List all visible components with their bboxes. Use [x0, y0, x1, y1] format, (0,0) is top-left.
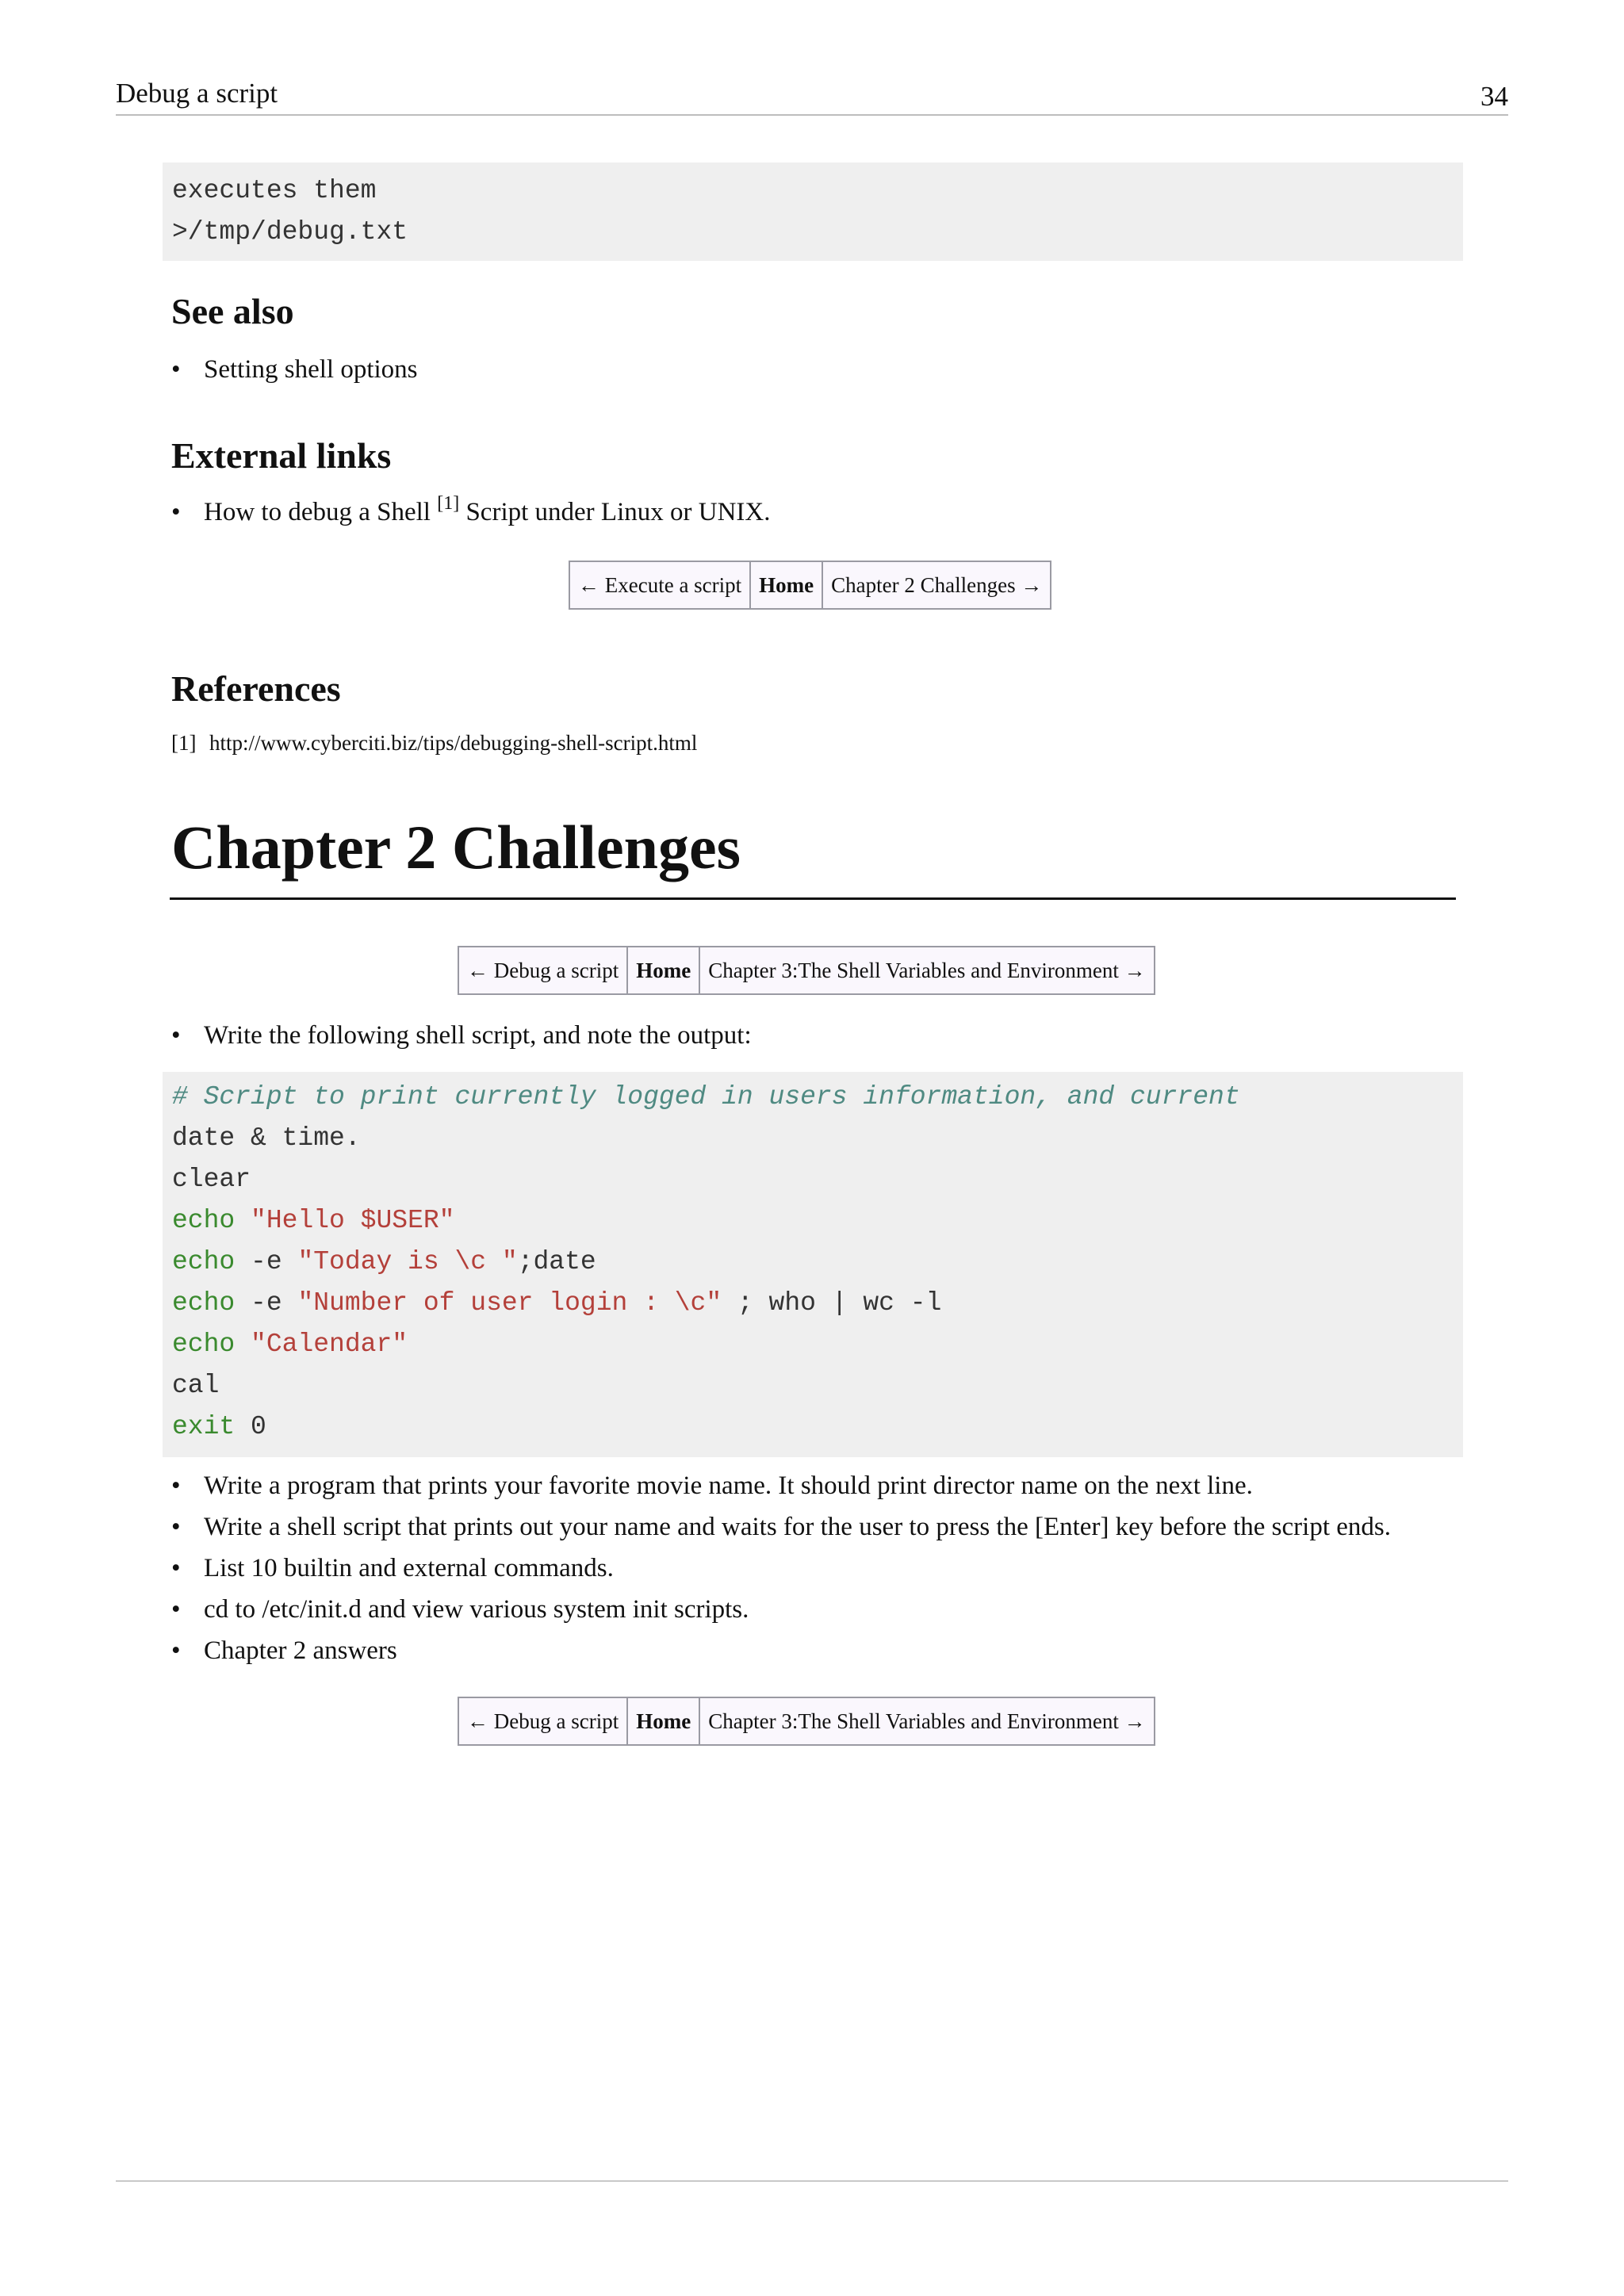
code-keyword: exit [172, 1412, 236, 1441]
code-line: cal [172, 1371, 220, 1400]
code-line [172, 1324, 1463, 1365]
nav-home-link[interactable]: Home [628, 947, 700, 993]
code-block-script [163, 1072, 1463, 1457]
code-line: clear [172, 1165, 251, 1194]
task-item: • Write a program that prints your favorite movie name. It should print director name on the next line. [171, 1465, 1391, 1506]
chapter-answers-link[interactable]: • Chapter 2 answers [171, 1630, 1391, 1671]
code-line: exit 0 [172, 1412, 266, 1441]
code-line [172, 1200, 1463, 1242]
references-heading: References [171, 668, 341, 709]
nav-prev-link[interactable]: ← Debug a script [459, 947, 628, 993]
code-line: >/tmp/debug.txt [172, 217, 408, 247]
code-string: "Today is \c " [297, 1247, 518, 1276]
nav-box-top [569, 561, 1051, 610]
intro-bullet: • Write the following shell script, and note the output: [171, 1015, 752, 1056]
code-string: "Number of user login : \c" [297, 1288, 722, 1318]
code-string: "Hello $USER" [251, 1206, 455, 1235]
external-link-text[interactable]: How to debug a Shell [204, 498, 438, 526]
code-keyword: echo [172, 1288, 236, 1318]
code-string: "Calendar" [251, 1330, 408, 1359]
see-also-list [171, 349, 418, 390]
code-keyword: echo [172, 1330, 236, 1359]
code-line [172, 1077, 1463, 1118]
page-number: 34 [1480, 81, 1508, 112]
external-link-text-tail: Script under Linux or UNIX. [459, 498, 771, 526]
code-line: echo -e "Number of user login : \c" ; who | wc -l [172, 1288, 942, 1318]
nav-next-link[interactable]: Chapter 3:The Shell Variables and Environment → [708, 959, 1146, 982]
nav-prev-link[interactable]: ← Debug a script [459, 1698, 628, 1744]
chapter-title-rule [170, 897, 1456, 900]
see-also-link[interactable]: • Setting shell options [171, 349, 418, 390]
nav-box-chapter [458, 946, 1155, 995]
see-also-heading: See also [171, 291, 294, 331]
running-header [116, 76, 1508, 116]
code-line: executes them [172, 176, 377, 205]
intro-list [171, 1015, 752, 1056]
code-line: date & time. [172, 1123, 361, 1153]
code-block-top [163, 163, 1463, 261]
code-keyword: echo [172, 1206, 236, 1235]
nav-next-link[interactable]: Chapter 3:The Shell Variables and Environment → [708, 1709, 1146, 1733]
nav-box-bottom [458, 1697, 1155, 1746]
nav-prev-link[interactable]: ← Execute a script [570, 562, 751, 608]
reference-url[interactable]: http://www.cyberciti.biz/tips/debugging-shell-script.html [209, 731, 698, 755]
code-line: echo -e "Today is \c ";date [172, 1247, 596, 1276]
external-link-item[interactable] [171, 492, 770, 533]
external-links-heading: External links [171, 435, 392, 476]
task-list [171, 1465, 1391, 1671]
external-links-list [171, 492, 770, 533]
reference-number: [1] [171, 731, 197, 755]
citation-marker[interactable]: [1] [437, 493, 460, 514]
chapter-title: Chapter 2 Challenges [171, 813, 741, 882]
code-keyword: echo [172, 1247, 236, 1276]
task-item: • cd to /etc/init.d and view various system init scripts. [171, 1589, 1391, 1630]
nav-next-link[interactable]: Chapter 2 Challenges → [831, 573, 1043, 597]
task-item: • List 10 builtin and external commands. [171, 1548, 1391, 1589]
code-comment: # Script to print currently logged in users information, and current [172, 1082, 1240, 1112]
running-header-title: Debug a script [116, 78, 278, 109]
task-item: • Write a shell script that prints out your name and waits for the user to press the [Enter] key before the script ends. [171, 1506, 1391, 1548]
reference-item [171, 731, 697, 756]
footer-rule [116, 2180, 1508, 2182]
nav-home-link[interactable]: Home [628, 1698, 700, 1744]
nav-home-link[interactable]: Home [751, 562, 823, 608]
